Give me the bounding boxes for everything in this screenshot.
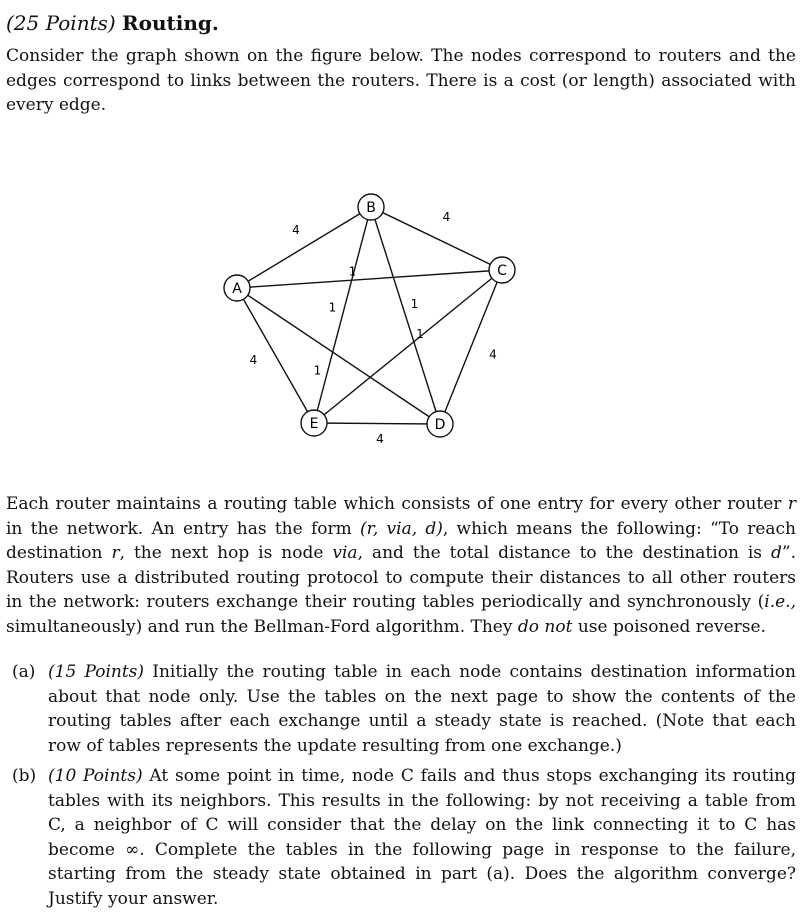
edge-cost-a-d: 1 (313, 363, 322, 378)
body-text: Each router maintains a routing table which consists of one entry for every other router (6, 494, 788, 514)
body-text: , and the total distance to the destination is (357, 543, 771, 563)
problem-points: (25 Points) (6, 11, 116, 35)
graph-nodes (224, 194, 515, 437)
node-a-label: A (232, 281, 242, 297)
var-d: d (770, 543, 782, 563)
edge-cost-a-c: 1 (348, 264, 357, 279)
edge-cost-c-e: 1 (416, 327, 424, 341)
graph-edges (237, 207, 502, 424)
body-text: use poisoned reverse. (572, 616, 766, 637)
node-e-label: E (309, 416, 319, 432)
edge-cost-d-e: 4 (376, 432, 384, 446)
var-via: via (332, 543, 358, 563)
problem-title (6, 10, 219, 36)
edge-b-e (314, 207, 371, 423)
edge-d-e (314, 423, 440, 424)
intro-paragraph: Consider the graph shown on the figure below. The nodes correspond to routers and the edges correspond to links between the routers. There is a cost (or length) associated with every edge. (6, 46, 796, 115)
part-b-label: (b) (12, 766, 37, 786)
edge-cost-b-d: 1 (410, 297, 419, 311)
routing-description-paragraph (6, 492, 796, 639)
edge-b-d (371, 207, 440, 424)
node-b-label: B (366, 200, 376, 216)
part-b-points: (10 Points) (48, 766, 143, 786)
ie-abbrev: i.e., (764, 592, 796, 612)
edge-cost-a-b: 4 (292, 223, 300, 237)
part-b-text: At some point in time, node C fails and thus stops exchanging its routing tables with its neighbors. This results in the following: by not receiving a table from C, a neighbor of C will consider that the delay on the link connecting it to C has become ∞. Complete the tables in the following page in response to the failure, starting from the steady state obtained in part (a). Does the algorithm converge? Justify your answer. (48, 766, 796, 909)
edge-cost-b-e: 1 (328, 300, 337, 315)
part-a (6, 660, 796, 758)
edge-b-c (371, 207, 502, 270)
body-text: in the network. An entry has the form (6, 518, 360, 539)
body-text: , the next hop is node (119, 543, 333, 563)
do-not-emphasis: do not (517, 616, 573, 637)
part-a-text: Initially the routing table in each node contains destination information about that node only. Use the tables on the next page to show the contents of the routing tables after each exchange until a steady state is reached. (Note that each row of tables represents the update resulting from one exchange.) (48, 662, 796, 756)
network-graph (200, 186, 540, 456)
edge-cost-e-a: 4 (249, 353, 258, 367)
question-parts (6, 660, 796, 911)
edge-c-e (314, 270, 502, 423)
body-text: ”. Routers use a distributed routing protocol to compute their distances to all other routers in the network: routers exchange their routing tables periodically and synchronously ( (6, 543, 796, 612)
node-c-label: C (497, 263, 507, 279)
var-r: r (111, 543, 120, 563)
edge-cost-c-d: 4 (489, 347, 497, 362)
node-d-label: D (434, 417, 446, 433)
edge-cost-b-c: 4 (442, 210, 451, 224)
part-a-label: (a) (12, 662, 36, 682)
body-text: , which means the following: “To reach destination (6, 518, 796, 563)
edge-e-a (237, 288, 314, 423)
entry-form: (r, via, d) (359, 518, 443, 539)
part-b (6, 764, 796, 911)
part-a-points: (15 Points) (48, 662, 145, 682)
var-r: r (787, 494, 796, 514)
problem-heading: Routing. (122, 11, 219, 35)
edge-a-c (237, 270, 502, 288)
graph-edge-labels (250, 210, 497, 446)
body-text: simultaneously) and run the Bellman-Ford algorithm. They (6, 616, 518, 637)
